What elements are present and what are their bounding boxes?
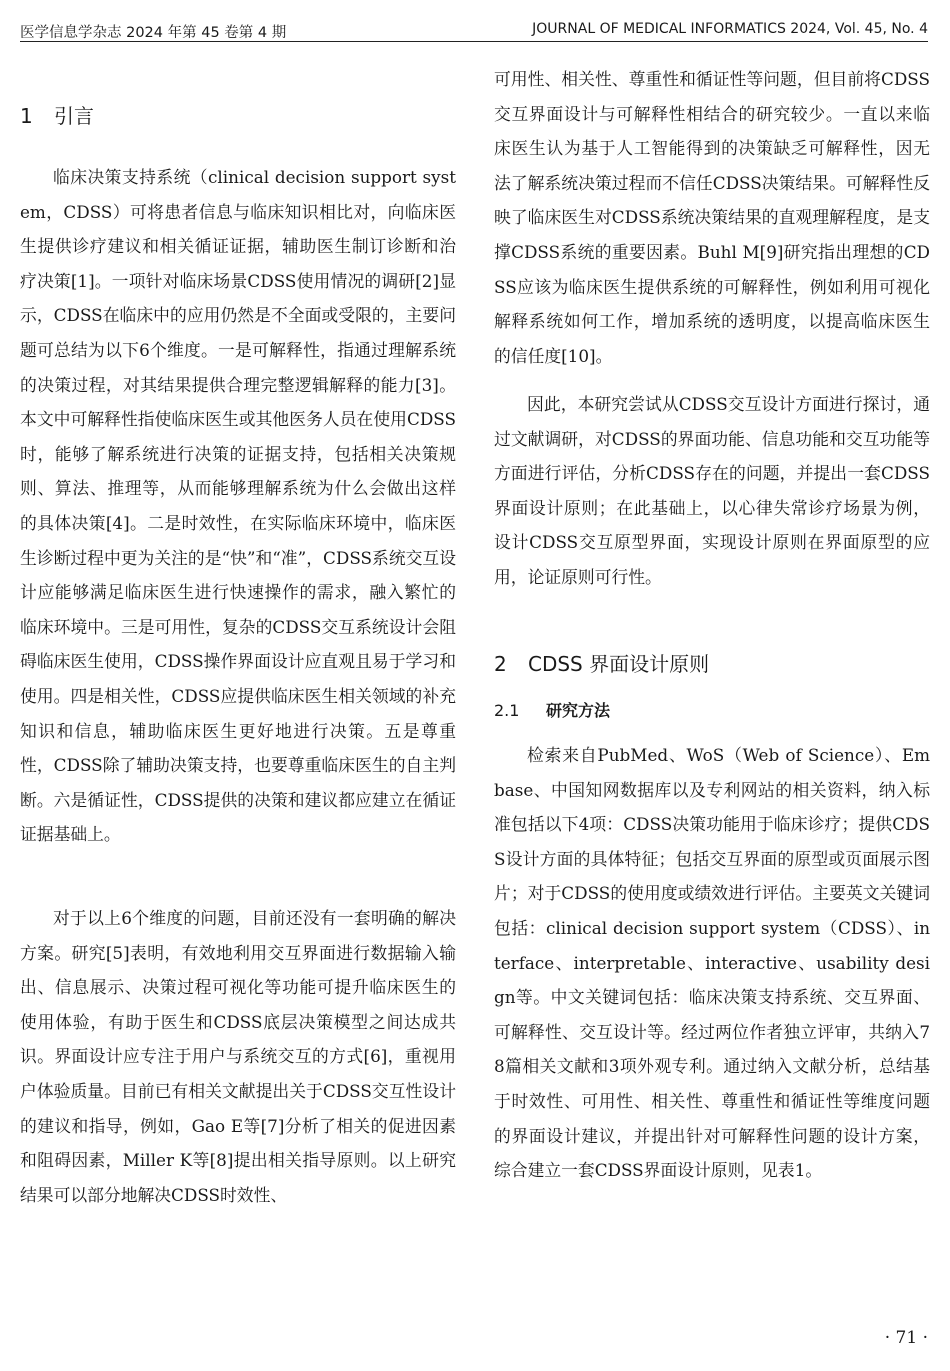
intro-paragraph-2: 对于以上6个维度的问题，目前还没有一套明确的解决方案。研究[5]表明，有效地利用交互界面进行数据输入输出、信息展示、决策过程可视化等功能可提升临床医生的使用体验，有助于医生和CDSS底层决策模型之间达成共识。界面设计应专注于用户与系统交互的方式[6]，重视用户体验质量。目前已有相关文献提出关于CDSS交互性设计的建议和指导，例如，Gao E等[7]分析了相关的促进因素和阻碍因素，Miller K等[8]提出相关指导原则。以上研究结果可以部分地解决CDSS时效性、 xyxy=(20,908,456,1205)
methods-paragraph: 检索来自PubMed、WoS（Web of Science）、Embase、中国知网数据库以及专利网站的相关资料，纳入标准包括以下4项：CDSS决策功能用于临床诊疗；提供CDSS设计方面的具体特征；包括交互界面的原型或页面展示图片；对于CDSS的使用度或绩效进行评估。主要英文关键词包括：clinical decision support system（CDSS）、interface、interpretable、interactive、usability design等。中文关键词包括：临床决策支持系统、交互界面、可解释性、交互设计等。经过两位作者独立评审，共纳入78篇相关文献和3项外观专利。通过纳入文献分析，总结基于时效性、可用性、相关性、尊重性和循证性等维度问题的界面设计建议，并提出针对可解释性问题的设计方案，综合建立一套CDSS界面设计原则，见表1。 xyxy=(494,745,930,1181)
subsection-number: 2.1 xyxy=(494,701,520,720)
section-title: CDSS 界面设计原则 xyxy=(528,652,710,676)
intro-paragraph-3: 因此，本研究尝试从CDSS交互设计方面进行探讨，通过文献调研，对CDSS的界面功能、信息功能和交互功能等方面进行评估，分析CDSS存在的问题，并提出一套CDSS界面设计原则；在此基础上，以心律失常诊疗场景为例，设计CDSS交互原型界面，实现设计原则在界面原型的应用，论证原则可行性。 xyxy=(494,394,930,587)
page-number: · 71 · xyxy=(884,1328,928,1348)
journal-issue-en: JOURNAL OF MEDICAL INFORMATICS 2024, Vol. 45, No. 4 xyxy=(532,21,928,37)
section-number: 2 xyxy=(494,652,507,676)
section-title: 引言 xyxy=(54,104,94,128)
section-2-heading xyxy=(494,648,709,677)
section-number: 1 xyxy=(20,104,33,128)
running-header xyxy=(20,15,928,42)
subsection-2-1-heading xyxy=(494,698,610,721)
section-1-heading xyxy=(20,100,94,129)
subsection-title: 研究方法 xyxy=(546,701,611,720)
journal-issue-cn: 医学信息学杂志 2024 年第 45 卷第 4 期 xyxy=(20,25,287,41)
intro-continuation: 可用性、相关性、尊重性和循证性等问题，但目前将CDSS交互界面设计与可解释性相结合的研究较少。一直以来临床医生认为基于人工智能得到的决策缺乏可解释性，因无法了解系统决策过程而不信任CDSS决策结果。可解释性反映了临床医生对CDSS系统决策结果的直观理解程度，是支撑CDSS系统的重要因素。Buhl M[9]研究指出理想的CDSS应该为临床医生提供系统的可解释性，例如利用可视化解释系统如何工作，增加系统的透明度，以提高临床医生的信任度[10]。 xyxy=(494,69,930,366)
intro-paragraph-1: 临床决策支持系统（clinical decision support system，CDSS）可将患者信息与临床知识相比对，向临床医生提供诊疗建议和相关循证证据，辅助医生制订诊断和治疗决策[1]。一项针对临床场景CDSS使用情况的调研[2]显示，CDSS在临床中的应用仍然是不全面或受限的，主要问题可总结为以下6个维度。一是可解释性，指通过理解系统的决策过程，对其结果提供合理完整逻辑解释的能力[3]。本文中可解释性指使临床医生或其他医务人员在使用CDSS时，能够了解系统进行决策的证据支持，包括相关决策规则、算法、推理等，从而能够理解系统为什么会做出这样的具体决策[4]。二是时效性，在实际临床环境中，临床医生诊断过程中更为关注的是“快”和“准”，CDSS系统交互设计应能够满足临床医生进行快速操作的需求，融入繁忙的临床环境中。三是可用性，复杂的CDSS交互系统设计会阻碍临床医生使用，CDSS操作界面设计应直观且易于学习和使用。四是相关性，CDSS应提供临床医生相关领域的补充知识和信息，辅助临床医生更好地进行决策。五是尊重性，CDSS除了辅助决策支持，也要尊重临床医生的自主判断。六是循证性，CDSS提供的决策和建议都应建立在循证证据基础上。 xyxy=(20,167,456,845)
